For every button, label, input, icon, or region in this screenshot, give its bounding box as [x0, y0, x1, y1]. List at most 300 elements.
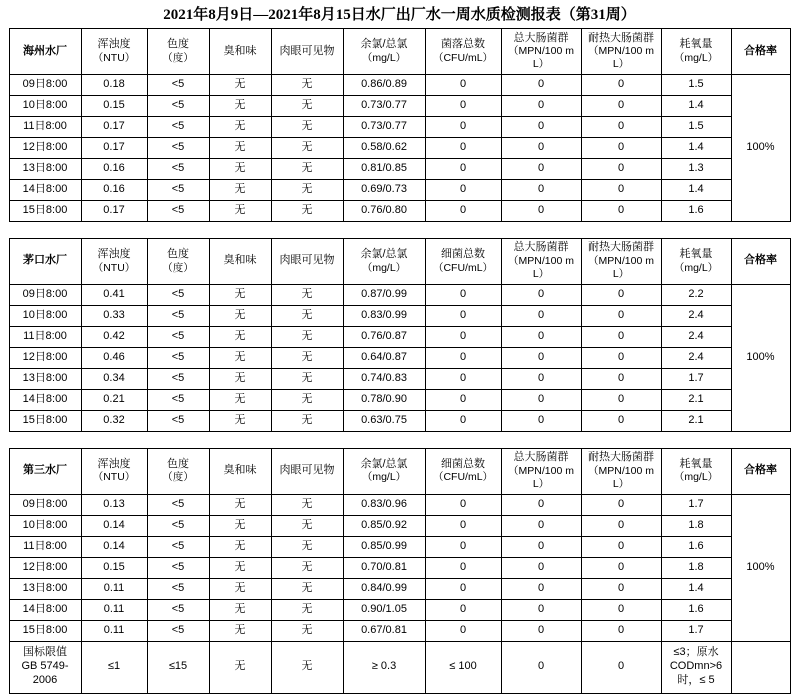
thermotolerant-coliform-value: 0: [581, 494, 661, 515]
color-value: <5: [147, 201, 209, 222]
column-header-9: 耗氧量 （mg/L）: [661, 448, 731, 494]
visible-matter-value: 无: [271, 557, 343, 578]
chlorine-value: 0.83/0.99: [343, 305, 425, 326]
bacteria-count-value: 0: [425, 284, 501, 305]
spacer-cell: [581, 222, 661, 239]
thermotolerant-coliform-value: 0: [581, 180, 661, 201]
visible-matter-value: 无: [271, 515, 343, 536]
color-value: <5: [147, 305, 209, 326]
thermotolerant-coliform-value: 0: [581, 620, 661, 641]
column-header-1: 浑浊度 （NTU）: [81, 29, 147, 75]
sample-time: 09日8:00: [9, 284, 81, 305]
chlorine-value: 0.67/0.81: [343, 620, 425, 641]
odor-value: 无: [209, 180, 271, 201]
spacer-cell: [9, 431, 81, 448]
visible-matter-value: 无: [271, 180, 343, 201]
bacteria-count-value: 0: [425, 326, 501, 347]
total-coliform-value: 0: [501, 578, 581, 599]
oxygen-consumption-value: 1.6: [661, 201, 731, 222]
visible-matter-value: 无: [271, 536, 343, 557]
spacer-cell: [271, 431, 343, 448]
column-header-1: 浑浊度 （NTU）: [81, 238, 147, 284]
sample-time: 11日8:00: [9, 117, 81, 138]
chlorine-value: 0.63/0.75: [343, 410, 425, 431]
column-header-8: 耐热大肠菌群 （MPN/100 mL）: [581, 448, 661, 494]
spacer-cell: [271, 222, 343, 239]
column-header-8: 耐热大肠菌群 （MPN/100 mL）: [581, 238, 661, 284]
bacteria-count-value: 0: [425, 410, 501, 431]
standard-limit-row: [9, 641, 790, 693]
spacer-cell: [425, 222, 501, 239]
section-header-row: [9, 238, 790, 284]
sample-time: 14日8:00: [9, 599, 81, 620]
oxygen-consumption-value: 1.4: [661, 578, 731, 599]
standard-label: 国标限值 GB 5749- 2006: [9, 641, 81, 693]
qualified-rate-value: 100%: [731, 284, 790, 431]
odor-value: 无: [209, 620, 271, 641]
odor-value: 无: [209, 536, 271, 557]
visible-matter-value: 无: [271, 159, 343, 180]
spacer-cell: [501, 431, 581, 448]
chlorine-value: 0.64/0.87: [343, 347, 425, 368]
oxygen-consumption-value: 1.7: [661, 620, 731, 641]
sample-time: 10日8:00: [9, 305, 81, 326]
turbidity-value: 0.17: [81, 117, 147, 138]
table-row: [9, 305, 790, 326]
bacteria-count-value: 0: [425, 578, 501, 599]
turbidity-value: 0.15: [81, 557, 147, 578]
column-header-6: 细菌总数 （CFU/mL）: [425, 238, 501, 284]
turbidity-value: 0.46: [81, 347, 147, 368]
section-header-row: [9, 448, 790, 494]
oxygen-consumption-value: 1.3: [661, 159, 731, 180]
total-coliform-value: 0: [501, 368, 581, 389]
chlorine-value: 0.85/0.92: [343, 515, 425, 536]
column-header-9: 耗氧量 （mg/L）: [661, 238, 731, 284]
table-row: [9, 368, 790, 389]
sample-time: 14日8:00: [9, 389, 81, 410]
standard-odor: 无: [209, 641, 271, 693]
odor-value: 无: [209, 201, 271, 222]
visible-matter-value: 无: [271, 620, 343, 641]
standard-chlorine: ≥ 0.3: [343, 641, 425, 693]
table-row: [9, 180, 790, 201]
turbidity-value: 0.18: [81, 75, 147, 96]
column-header-5: 余氯/总氯 （mg/L）: [343, 448, 425, 494]
turbidity-value: 0.11: [81, 620, 147, 641]
thermotolerant-coliform-value: 0: [581, 305, 661, 326]
turbidity-value: 0.11: [81, 599, 147, 620]
oxygen-consumption-value: 2.4: [661, 347, 731, 368]
spacer-cell: [501, 222, 581, 239]
chlorine-value: 0.73/0.77: [343, 96, 425, 117]
standard-bacteria-count: ≤ 100: [425, 641, 501, 693]
spacer-cell: [9, 222, 81, 239]
standard-turbidity: ≤1: [81, 641, 147, 693]
sample-time: 09日8:00: [9, 75, 81, 96]
spacer-cell: [81, 431, 147, 448]
color-value: <5: [147, 515, 209, 536]
color-value: <5: [147, 410, 209, 431]
column-header-4: 肉眼可见物: [271, 448, 343, 494]
standard-rate-empty: [731, 641, 790, 693]
turbidity-value: 0.32: [81, 410, 147, 431]
table-row: [9, 138, 790, 159]
oxygen-consumption-value: 2.1: [661, 410, 731, 431]
sample-time: 13日8:00: [9, 159, 81, 180]
chlorine-value: 0.69/0.73: [343, 180, 425, 201]
color-value: <5: [147, 138, 209, 159]
turbidity-value: 0.21: [81, 389, 147, 410]
odor-value: 无: [209, 305, 271, 326]
spacer-cell: [731, 222, 790, 239]
total-coliform-value: 0: [501, 201, 581, 222]
total-coliform-value: 0: [501, 494, 581, 515]
oxygen-consumption-value: 1.7: [661, 368, 731, 389]
color-value: <5: [147, 578, 209, 599]
sample-time: 12日8:00: [9, 347, 81, 368]
sample-time: 10日8:00: [9, 96, 81, 117]
standard-total-coliform: 0: [501, 641, 581, 693]
visible-matter-value: 无: [271, 368, 343, 389]
chlorine-value: 0.83/0.96: [343, 494, 425, 515]
section-header-row: [9, 29, 790, 75]
chlorine-value: 0.73/0.77: [343, 117, 425, 138]
spacer-cell: [581, 431, 661, 448]
oxygen-consumption-value: 1.6: [661, 536, 731, 557]
water-quality-table: [9, 28, 791, 694]
visible-matter-value: 无: [271, 117, 343, 138]
total-coliform-value: 0: [501, 410, 581, 431]
visible-matter-value: 无: [271, 494, 343, 515]
sample-time: 10日8:00: [9, 515, 81, 536]
odor-value: 无: [209, 368, 271, 389]
column-header-3: 臭和味: [209, 29, 271, 75]
turbidity-value: 0.16: [81, 180, 147, 201]
table-row: [9, 326, 790, 347]
chlorine-value: 0.84/0.99: [343, 578, 425, 599]
column-header-2: 色度 （度）: [147, 238, 209, 284]
odor-value: 无: [209, 138, 271, 159]
qualified-rate-value: 100%: [731, 75, 790, 222]
spacer-cell: [731, 431, 790, 448]
oxygen-consumption-value: 2.4: [661, 326, 731, 347]
visible-matter-value: 无: [271, 347, 343, 368]
spacer-cell: [209, 431, 271, 448]
color-value: <5: [147, 180, 209, 201]
odor-value: 无: [209, 284, 271, 305]
bacteria-count-value: 0: [425, 620, 501, 641]
visible-matter-value: 无: [271, 578, 343, 599]
chlorine-value: 0.74/0.83: [343, 368, 425, 389]
bacteria-count-value: 0: [425, 305, 501, 326]
odor-value: 无: [209, 494, 271, 515]
total-coliform-value: 0: [501, 620, 581, 641]
thermotolerant-coliform-value: 0: [581, 201, 661, 222]
total-coliform-value: 0: [501, 117, 581, 138]
sample-time: 14日8:00: [9, 180, 81, 201]
bacteria-count-value: 0: [425, 389, 501, 410]
turbidity-value: 0.42: [81, 326, 147, 347]
spacer-cell: [343, 222, 425, 239]
visible-matter-value: 无: [271, 389, 343, 410]
column-header-5: 余氯/总氯 （mg/L）: [343, 238, 425, 284]
oxygen-consumption-value: 2.1: [661, 389, 731, 410]
total-coliform-value: 0: [501, 159, 581, 180]
visible-matter-value: 无: [271, 284, 343, 305]
column-header-6: 细菌总数 （CFU/mL）: [425, 448, 501, 494]
section-spacer: [9, 222, 790, 239]
odor-value: 无: [209, 410, 271, 431]
column-header-7: 总大肠菌群 （MPN/100 mL）: [501, 29, 581, 75]
standard-oxygen-consumption: ≤3；原水 CODmn>6 时，≤ 5: [661, 641, 731, 693]
column-header-2: 色度 （度）: [147, 29, 209, 75]
thermotolerant-coliform-value: 0: [581, 75, 661, 96]
column-header-3: 臭和味: [209, 448, 271, 494]
chlorine-value: 0.76/0.80: [343, 201, 425, 222]
spacer-cell: [147, 222, 209, 239]
odor-value: 无: [209, 599, 271, 620]
turbidity-value: 0.17: [81, 138, 147, 159]
bacteria-count-value: 0: [425, 368, 501, 389]
odor-value: 无: [209, 347, 271, 368]
oxygen-consumption-value: 2.2: [661, 284, 731, 305]
thermotolerant-coliform-value: 0: [581, 326, 661, 347]
oxygen-consumption-value: 1.5: [661, 75, 731, 96]
bacteria-count-value: 0: [425, 347, 501, 368]
color-value: <5: [147, 389, 209, 410]
color-value: <5: [147, 159, 209, 180]
chlorine-value: 0.86/0.89: [343, 75, 425, 96]
table-row: [9, 557, 790, 578]
sample-time: 12日8:00: [9, 138, 81, 159]
thermotolerant-coliform-value: 0: [581, 410, 661, 431]
total-coliform-value: 0: [501, 138, 581, 159]
column-header-3: 臭和味: [209, 238, 271, 284]
qualified-rate-header: 合格率: [731, 238, 790, 284]
bacteria-count-value: 0: [425, 117, 501, 138]
total-coliform-value: 0: [501, 326, 581, 347]
bacteria-count-value: 0: [425, 180, 501, 201]
bacteria-count-value: 0: [425, 536, 501, 557]
oxygen-consumption-value: 1.7: [661, 494, 731, 515]
turbidity-value: 0.17: [81, 201, 147, 222]
chlorine-value: 0.90/1.05: [343, 599, 425, 620]
total-coliform-value: 0: [501, 599, 581, 620]
bacteria-count-value: 0: [425, 75, 501, 96]
sample-time: 15日8:00: [9, 620, 81, 641]
sample-time: 11日8:00: [9, 536, 81, 557]
total-coliform-value: 0: [501, 75, 581, 96]
visible-matter-value: 无: [271, 410, 343, 431]
chlorine-value: 0.85/0.99: [343, 536, 425, 557]
table-row: [9, 75, 790, 96]
turbidity-value: 0.11: [81, 578, 147, 599]
chlorine-value: 0.87/0.99: [343, 284, 425, 305]
bacteria-count-value: 0: [425, 515, 501, 536]
color-value: <5: [147, 117, 209, 138]
total-coliform-value: 0: [501, 515, 581, 536]
thermotolerant-coliform-value: 0: [581, 368, 661, 389]
thermotolerant-coliform-value: 0: [581, 284, 661, 305]
qualified-rate-header: 合格率: [731, 29, 790, 75]
chlorine-value: 0.81/0.85: [343, 159, 425, 180]
thermotolerant-coliform-value: 0: [581, 389, 661, 410]
table-row: [9, 201, 790, 222]
plant-name: 茅口水厂: [9, 238, 81, 284]
turbidity-value: 0.41: [81, 284, 147, 305]
color-value: <5: [147, 536, 209, 557]
bacteria-count-value: 0: [425, 96, 501, 117]
total-coliform-value: 0: [501, 347, 581, 368]
bacteria-count-value: 0: [425, 201, 501, 222]
oxygen-consumption-value: 1.5: [661, 117, 731, 138]
visible-matter-value: 无: [271, 138, 343, 159]
standard-color: ≤15: [147, 641, 209, 693]
turbidity-value: 0.34: [81, 368, 147, 389]
plant-name: 海州水厂: [9, 29, 81, 75]
table-row: [9, 599, 790, 620]
chlorine-value: 0.58/0.62: [343, 138, 425, 159]
thermotolerant-coliform-value: 0: [581, 536, 661, 557]
sample-time: 11日8:00: [9, 326, 81, 347]
chlorine-value: 0.76/0.87: [343, 326, 425, 347]
bacteria-count-value: 0: [425, 557, 501, 578]
total-coliform-value: 0: [501, 557, 581, 578]
table-row: [9, 410, 790, 431]
chlorine-value: 0.70/0.81: [343, 557, 425, 578]
oxygen-consumption-value: 1.4: [661, 138, 731, 159]
color-value: <5: [147, 368, 209, 389]
turbidity-value: 0.33: [81, 305, 147, 326]
column-header-4: 肉眼可见物: [271, 29, 343, 75]
thermotolerant-coliform-value: 0: [581, 599, 661, 620]
thermotolerant-coliform-value: 0: [581, 347, 661, 368]
bacteria-count-value: 0: [425, 494, 501, 515]
total-coliform-value: 0: [501, 284, 581, 305]
odor-value: 无: [209, 389, 271, 410]
thermotolerant-coliform-value: 0: [581, 138, 661, 159]
bacteria-count-value: 0: [425, 159, 501, 180]
bacteria-count-value: 0: [425, 599, 501, 620]
visible-matter-value: 无: [271, 599, 343, 620]
oxygen-consumption-value: 2.4: [661, 305, 731, 326]
color-value: <5: [147, 284, 209, 305]
thermotolerant-coliform-value: 0: [581, 159, 661, 180]
section-spacer: [9, 431, 790, 448]
column-header-5: 余氯/总氯 （mg/L）: [343, 29, 425, 75]
color-value: <5: [147, 96, 209, 117]
color-value: <5: [147, 347, 209, 368]
qualified-rate-value: 100%: [731, 494, 790, 641]
visible-matter-value: 无: [271, 96, 343, 117]
turbidity-value: 0.13: [81, 494, 147, 515]
total-coliform-value: 0: [501, 389, 581, 410]
turbidity-value: 0.15: [81, 96, 147, 117]
sample-time: 15日8:00: [9, 201, 81, 222]
color-value: <5: [147, 620, 209, 641]
odor-value: 无: [209, 117, 271, 138]
sample-time: 12日8:00: [9, 557, 81, 578]
table-row: [9, 389, 790, 410]
spacer-cell: [147, 431, 209, 448]
oxygen-consumption-value: 1.8: [661, 557, 731, 578]
sample-time: 13日8:00: [9, 578, 81, 599]
chlorine-value: 0.78/0.90: [343, 389, 425, 410]
bacteria-count-value: 0: [425, 138, 501, 159]
table-row: [9, 284, 790, 305]
color-value: <5: [147, 75, 209, 96]
spacer-cell: [425, 431, 501, 448]
oxygen-consumption-value: 1.6: [661, 599, 731, 620]
color-value: <5: [147, 326, 209, 347]
spacer-cell: [81, 222, 147, 239]
thermotolerant-coliform-value: 0: [581, 557, 661, 578]
turbidity-value: 0.14: [81, 536, 147, 557]
page-title: 2021年8月9日—2021年8月15日水厂出厂水一周水质检测报表（第31周）: [163, 7, 636, 23]
table-row: [9, 494, 790, 515]
odor-value: 无: [209, 515, 271, 536]
visible-matter-value: 无: [271, 305, 343, 326]
column-header-2: 色度 （度）: [147, 448, 209, 494]
sample-time: 15日8:00: [9, 410, 81, 431]
spacer-cell: [209, 222, 271, 239]
odor-value: 无: [209, 159, 271, 180]
qualified-rate-header: 合格率: [731, 448, 790, 494]
table-row: [9, 536, 790, 557]
total-coliform-value: 0: [501, 96, 581, 117]
column-header-8: 耐热大肠菌群 （MPN/100 mL）: [581, 29, 661, 75]
visible-matter-value: 无: [271, 326, 343, 347]
spacer-cell: [343, 431, 425, 448]
color-value: <5: [147, 494, 209, 515]
total-coliform-value: 0: [501, 536, 581, 557]
oxygen-consumption-value: 1.8: [661, 515, 731, 536]
table-row: [9, 117, 790, 138]
table-row: [9, 159, 790, 180]
thermotolerant-coliform-value: 0: [581, 117, 661, 138]
thermotolerant-coliform-value: 0: [581, 515, 661, 536]
visible-matter-value: 无: [271, 201, 343, 222]
total-coliform-value: 0: [501, 305, 581, 326]
column-header-1: 浑浊度 （NTU）: [81, 448, 147, 494]
turbidity-value: 0.14: [81, 515, 147, 536]
standard-visible-matter: 无: [271, 641, 343, 693]
table-row: [9, 515, 790, 536]
color-value: <5: [147, 599, 209, 620]
total-coliform-value: 0: [501, 180, 581, 201]
odor-value: 无: [209, 75, 271, 96]
spacer-cell: [661, 222, 731, 239]
odor-value: 无: [209, 96, 271, 117]
color-value: <5: [147, 557, 209, 578]
visible-matter-value: 无: [271, 75, 343, 96]
odor-value: 无: [209, 578, 271, 599]
spacer-cell: [661, 431, 731, 448]
table-row: [9, 620, 790, 641]
sample-time: 13日8:00: [9, 368, 81, 389]
column-header-9: 耗氧量 （mg/L）: [661, 29, 731, 75]
standard-thermotolerant-coliform: 0: [581, 641, 661, 693]
column-header-7: 总大肠菌群 （MPN/100 mL）: [501, 448, 581, 494]
thermotolerant-coliform-value: 0: [581, 96, 661, 117]
oxygen-consumption-value: 1.4: [661, 180, 731, 201]
column-header-4: 肉眼可见物: [271, 238, 343, 284]
odor-value: 无: [209, 326, 271, 347]
odor-value: 无: [209, 557, 271, 578]
table-row: [9, 578, 790, 599]
sample-time: 09日8:00: [9, 494, 81, 515]
